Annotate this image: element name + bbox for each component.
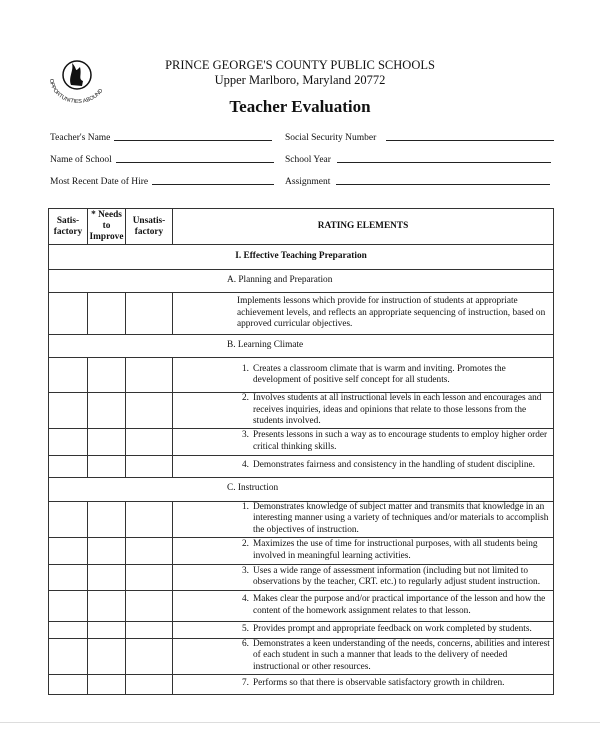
rating-cell-satisfactory[interactable] [49,501,88,537]
table-row [49,293,554,335]
field-label: Most Recent Date of Hire [50,177,149,187]
rating-cell-needs-improve[interactable] [88,428,126,455]
rating-element [173,674,554,694]
rating-element: Implements lessons which provide for instruction of students at appropriate achievement levels, and reflects an appropriate sequencing of instruction, based on approved curricular objectives. [173,293,554,335]
ssn-field[interactable] [285,133,554,143]
rating-cell-needs-improve[interactable] [88,674,126,694]
rating-element [173,564,554,590]
field-label: Teacher's Name [50,133,111,143]
item-text: Creates a classroom climate that is warm and inviting. Promotes the development of positive self concept for all students. [253,363,506,385]
table-header [49,209,554,245]
subsection-c: C. Instruction [49,477,554,501]
item-text: Demonstrates knowledge of subject matter and transmits that knowledge in an interesting manner using a variety of techniques and/or materials to accomplish the objectives of instruction. [253,501,549,535]
rating-cell-satisfactory[interactable] [49,428,88,455]
item-text: Makes clear the purpose and/or practical importance of the lesson and how the content of the homework assignment relates to that lesson. [253,594,546,616]
table-row [49,455,554,477]
rating-cell-unsatisfactory[interactable] [126,293,173,335]
svg-text:OPPORTUNITIES ABOUND: OPPORTUNITIES ABOUND [47,78,105,106]
rating-cell-needs-improve[interactable] [88,293,126,335]
rating-cell-needs-improve[interactable] [88,590,126,621]
rating-cell-unsatisfactory[interactable] [126,638,173,674]
field-input[interactable] [152,183,274,185]
item-number: 2. [242,539,249,549]
hire-date-field[interactable] [50,177,274,187]
rating-cell-satisfactory[interactable] [49,393,88,429]
col-rating-elements: RATING ELEMENTS [173,209,554,245]
rating-cell-needs-improve[interactable] [88,358,126,393]
rating-cell-unsatisfactory[interactable] [126,674,173,694]
item-number: 4. [242,460,249,471]
page-title: Teacher Evaluation [229,97,371,116]
rating-cell-satisfactory[interactable] [49,293,88,335]
item-text: Maximizes the use of time for instructional purposes, with all students being involved in meaningful learning activities. [253,539,538,561]
rating-cell-unsatisfactory[interactable] [126,501,173,537]
col-needs-improve: * Needs to Improve [88,209,126,245]
field-input[interactable] [337,161,551,163]
table-row [49,393,554,429]
rating-element [173,393,554,429]
rating-cell-satisfactory[interactable] [49,638,88,674]
table-row [49,428,554,455]
org-address: Upper Marlboro, Maryland 20772 [214,73,386,87]
rating-element [173,358,554,393]
col-unsatisfactory: Unsatis- factory [126,209,173,245]
section-title: I. Effective Teaching Preparation [49,245,554,270]
rating-cell-satisfactory[interactable] [49,537,88,564]
rating-element [173,537,554,564]
subsection-a: A. Planning and Preparation [49,270,554,293]
table-row [49,674,554,694]
item-text: Involves students at all instructional levels in each lesson and encourages and receives inquiries, ideas and opinions that relate to those lessons from the students involved. [253,393,542,426]
field-input[interactable] [114,139,272,141]
rating-cell-needs-improve[interactable] [88,455,126,477]
table-row [49,590,554,621]
table-row [49,501,554,537]
rating-cell-unsatisfactory[interactable] [126,358,173,393]
rating-cell-satisfactory[interactable] [49,564,88,590]
rating-cell-unsatisfactory[interactable] [126,564,173,590]
assignment-field[interactable] [285,177,550,187]
rating-cell-satisfactory[interactable] [49,455,88,477]
item-text: Demonstrates a keen understanding of the needs, concerns, abilities and interest of each student in such a manner that leads to the delivery of needed instructional or other resources. [253,638,550,672]
table-row [49,537,554,564]
item-number: 6. [242,638,249,649]
rating-cell-unsatisfactory[interactable] [126,621,173,638]
item-number: 2. [242,393,249,403]
rating-cell-unsatisfactory[interactable] [126,590,173,621]
item-number: 3. [242,430,249,440]
item-text: Provides prompt and appropriate feedback on work completed by students. [253,623,532,634]
item-number: 1. [242,363,249,374]
rating-element [173,455,554,477]
rating-element [173,590,554,621]
rating-cell-unsatisfactory[interactable] [126,537,173,564]
org-name: PRINCE GEORGE'S COUNTY PUBLIC SCHOOLS [165,58,435,72]
rating-element [173,428,554,455]
rating-cell-needs-improve[interactable] [88,393,126,429]
rating-cell-satisfactory[interactable] [49,590,88,621]
field-input[interactable] [336,183,550,185]
field-label: School Year [285,155,331,165]
subsection-b: B. Learning Climate [49,335,554,358]
item-text: Demonstrates fairness and consistency in the handling of student discipline. [253,460,535,471]
rating-cell-needs-improve[interactable] [88,501,126,537]
field-input[interactable] [386,139,554,141]
field-input[interactable] [116,161,274,163]
rating-cell-needs-improve[interactable] [88,638,126,674]
rating-element [173,501,554,537]
item-text: Performs so that there is observable satisfactory growth in children. [253,678,505,689]
table-row [49,621,554,638]
field-label: Social Security Number [285,133,377,143]
rating-element [173,638,554,674]
teacher-name-field[interactable] [50,133,272,143]
page-divider [0,722,600,723]
rating-cell-satisfactory[interactable] [49,621,88,638]
item-number: 3. [242,565,249,576]
rating-cell-satisfactory[interactable] [49,674,88,694]
table-row [49,358,554,393]
rating-cell-unsatisfactory[interactable] [126,428,173,455]
letterhead [0,58,600,88]
item-number: 4. [242,594,249,604]
field-label: Name of School [50,155,112,165]
rating-cell-needs-improve[interactable] [88,564,126,590]
table-row [49,638,554,674]
item-number: 7. [242,678,249,689]
rating-cell-needs-improve[interactable] [88,621,126,638]
rating-cell-satisfactory[interactable] [49,358,88,393]
field-label: Assignment [285,177,331,187]
school-year-field[interactable] [285,155,551,165]
school-name-field[interactable] [50,155,274,165]
rating-cell-unsatisfactory[interactable] [126,455,173,477]
col-satisfactory: Satis- factory [49,209,88,245]
rating-table [48,208,554,695]
item-text: Uses a wide range of assessment information (including but not limited to observations by the teacher, CRT. etc.) to regularly adjust student instruction. [253,565,541,587]
item-number: 5. [242,623,249,634]
item-text: Presents lessons in such a way as to encourage students to employ higher order critical thinking skills. [253,430,548,452]
rating-cell-unsatisfactory[interactable] [126,393,173,429]
rating-element [173,621,554,638]
item-number: 1. [242,501,249,512]
rating-cell-needs-improve[interactable] [88,537,126,564]
table-row [49,564,554,590]
